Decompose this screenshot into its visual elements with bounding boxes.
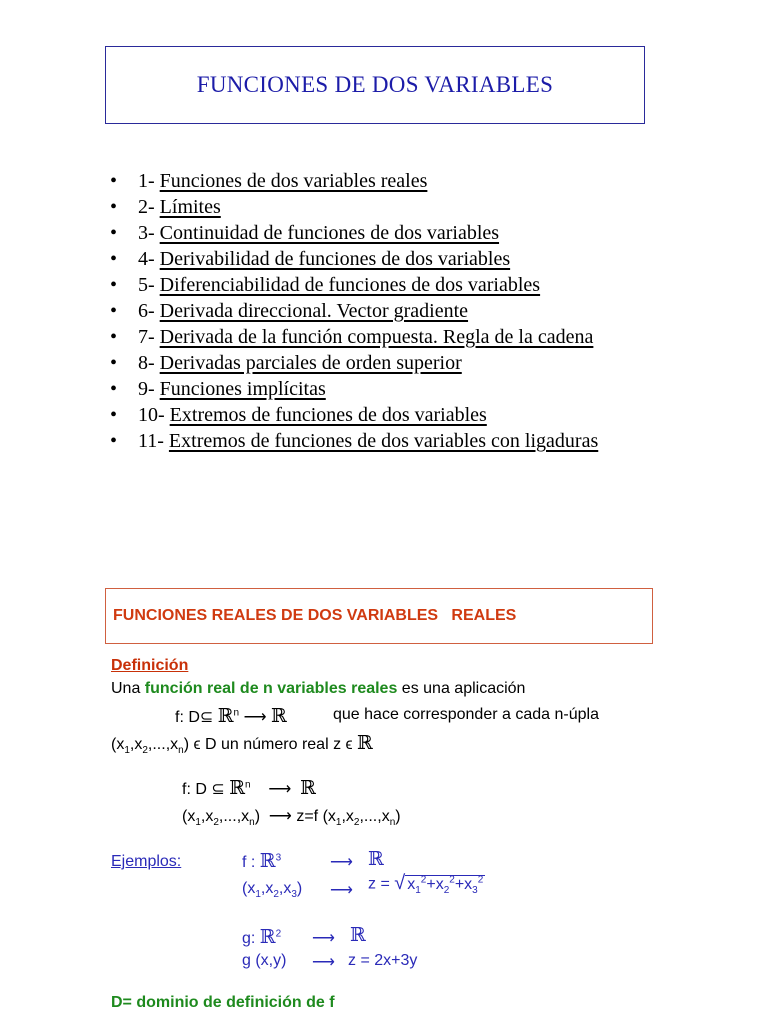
toc-item — [110, 168, 598, 194]
reals-symbol: ℝ — [350, 924, 366, 946]
toc-item-link[interactable]: Funciones implícitas — [159, 378, 326, 400]
toc-item-link[interactable]: Límites — [159, 196, 221, 218]
tuple-x: $(x_1,x_2,...,x_n)$ — [322, 808, 401, 829]
bullet-icon: • — [110, 274, 118, 296]
toc-item-number: 10- — [138, 404, 165, 426]
toc-item-number: 3- — [138, 222, 155, 244]
definition-line-3-text: un número real z ϵ — [221, 736, 353, 753]
toc-item-number: 6- — [138, 300, 155, 322]
example-g-rule-lhs: g (x,y) — [242, 952, 287, 969]
toc-item — [110, 272, 598, 298]
examples-label: Ejemplos: — [111, 853, 182, 870]
bullet-icon: • — [110, 248, 118, 270]
toc-item-link[interactable]: Extremos de funciones de dos variables — [169, 404, 487, 426]
map-line-2 — [182, 806, 401, 828]
map-domain: f: D⊆ — [175, 709, 214, 726]
definition-mapping-text: que hace corresponder a cada n-úpla — [333, 706, 599, 723]
toc-item-number: 5- — [138, 274, 155, 296]
reals-symbol: ℝ — [270, 705, 287, 727]
toc-item-number: 9- — [138, 378, 155, 400]
section-title-box — [105, 588, 653, 644]
toc-item-link[interactable]: Derivabilidad de funciones de dos variables — [159, 248, 511, 270]
example-f-tuple: $(x_1,x_2,x_3)$ — [242, 880, 303, 901]
reals-symbol: ℝ — [368, 848, 384, 870]
reals-symbol: ℝ — [229, 777, 245, 799]
table-of-contents — [110, 168, 598, 454]
example-f-def — [242, 850, 281, 872]
definition-line-1-pre: Una — [111, 680, 145, 697]
definition-line-1 — [111, 680, 525, 698]
toc-item — [110, 194, 598, 220]
toc-item-number: 8- — [138, 352, 155, 374]
toc-item-link[interactable]: Extremos de funciones de dos variables con ligaduras — [168, 430, 599, 452]
toc-item-link[interactable]: Funciones de dos variables reales — [159, 170, 428, 192]
example-g-codomain — [350, 924, 366, 946]
example-f-rule-arrow: ⟶ — [330, 882, 353, 899]
definition-term: función real de n variables reales — [144, 680, 398, 697]
toc-item-number: 2- — [138, 196, 155, 218]
example-f-rule — [368, 872, 485, 896]
reals-symbol: ℝ — [259, 850, 276, 872]
toc-item-link[interactable]: Derivada direccional. Vector gradiente — [159, 300, 469, 322]
reals-symbol: ℝ — [217, 705, 234, 727]
tuple-x: $(x_1,x_2,...,x_n)$ — [182, 808, 261, 829]
exp-n: n — [245, 779, 251, 791]
toc-item-link[interactable]: Derivada de la función compuesta. Regla de la cadena — [159, 326, 594, 348]
toc-item — [110, 220, 598, 246]
example-f-name: f : — [242, 854, 256, 871]
bullet-icon: • — [110, 404, 118, 426]
toc-item — [110, 350, 598, 376]
bullet-icon: • — [110, 222, 118, 244]
example-f-codomain — [368, 848, 384, 870]
toc-item-number: 11- — [138, 430, 164, 452]
toc-item — [110, 324, 598, 350]
domain-line: D= dominio de definición de f — [111, 994, 335, 1011]
toc-item-number: 1- — [138, 170, 155, 192]
title-box — [105, 46, 645, 124]
example-g-arrow: ⟶ — [312, 930, 335, 947]
bullet-icon: • — [110, 430, 118, 452]
definition-heading: Definición — [111, 657, 189, 674]
example-g-rule-arrow: ⟶ — [312, 954, 335, 971]
toc-item-link[interactable]: Derivadas parciales de orden superior — [159, 352, 462, 374]
map2-rhs: z=f — [296, 808, 319, 825]
toc-item-link[interactable]: Diferenciabilidad de funciones de dos variables — [159, 274, 541, 296]
bullet-icon: • — [110, 326, 118, 348]
reals-symbol: ℝ — [300, 777, 316, 799]
definition-line-3 — [111, 732, 373, 756]
toc-item — [110, 402, 598, 428]
sqrt-expression: √ $x_1^2+x_2^2+x_3^2$ — [394, 872, 484, 897]
toc-item-link[interactable]: Continuidad de funciones de dos variables — [159, 222, 500, 244]
toc-item — [110, 246, 598, 272]
exp-n: n — [233, 707, 240, 719]
map-line-1 — [182, 777, 316, 799]
section-title: FUNCIONES REALES DE DOS VARIABLES REALES — [113, 607, 517, 624]
bullet-icon: • — [110, 378, 118, 400]
bullet-icon: • — [110, 170, 118, 192]
page-title: FUNCIONES DE DOS VARIABLES — [196, 72, 554, 97]
reals-symbol: ℝ — [357, 732, 373, 754]
toc-item — [110, 298, 598, 324]
example-g-def — [242, 926, 281, 948]
toc-item-number: 7- — [138, 326, 155, 348]
bullet-icon: • — [110, 196, 118, 218]
map2-arrow: ⟶ — [268, 808, 292, 825]
map-arrow: ⟶ — [243, 709, 267, 726]
example-f-z: z = — [368, 875, 390, 893]
toc-item — [110, 376, 598, 402]
example-g-rule-rhs: z = 2x+3y — [348, 952, 418, 969]
example-g-name: g: — [242, 930, 256, 947]
exp-3: 3 — [275, 852, 282, 864]
definition-line-1-post: es una aplicación — [397, 680, 526, 697]
toc-item — [110, 428, 598, 454]
bullet-icon: • — [110, 352, 118, 374]
reals-symbol: ℝ — [259, 926, 276, 948]
example-f-arrow: ⟶ — [330, 854, 353, 871]
map1-arrow: ⟶ — [268, 781, 292, 798]
exp-2: 2 — [275, 928, 282, 940]
definition-mapping — [175, 705, 287, 727]
bullet-icon: • — [110, 300, 118, 322]
map1-left: f: D ⊆ — [182, 781, 225, 798]
tuple-x: $(x_1,x_2,...,x_n)$ ϵ D — [111, 736, 221, 757]
toc-item-number: 4- — [138, 248, 155, 270]
